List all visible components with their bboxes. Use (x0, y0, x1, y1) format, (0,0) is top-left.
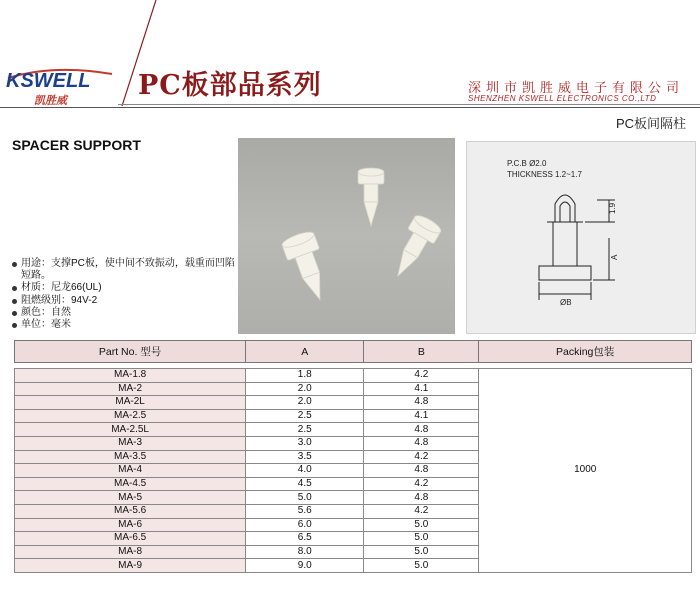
cell-part-no: MA-5 (15, 491, 246, 505)
cell-part-no: MA-2.5L (15, 423, 246, 437)
cell-b: 4.2 (364, 504, 479, 518)
cell-b: 4.8 (364, 436, 479, 450)
section-title: SPACER SUPPORT (12, 137, 141, 153)
cell-part-no: MA-2 (15, 382, 246, 396)
cell-a: 2.0 (246, 396, 364, 410)
cell-packing: 1000 (479, 369, 692, 573)
spacer-dimension-diagram (467, 142, 695, 333)
bullet-icon (12, 262, 17, 267)
cell-part-no: MA-2.5 (15, 409, 246, 423)
cell-b: 4.2 (364, 369, 479, 383)
drawing-dim-1-9: 1.9 (608, 202, 617, 214)
drawing-dim-a: A (610, 254, 619, 260)
cell-b: 5.0 (364, 532, 479, 546)
header-divider (0, 107, 700, 108)
technical-drawing (466, 141, 696, 334)
company-name-cn: 深圳市凯胜威电子有限公司 (468, 80, 685, 95)
cell-part-no: MA-4 (15, 464, 246, 478)
drawing-dim-b: ØB (560, 298, 572, 307)
spacer-photo-illustration (238, 138, 455, 334)
header-b: B (364, 341, 479, 363)
cell-part-no: MA-6.5 (15, 532, 246, 546)
header-divider-thin (118, 104, 700, 105)
header-a: A (246, 341, 364, 363)
cell-a: 9.0 (246, 559, 364, 573)
cell-b: 4.2 (364, 477, 479, 491)
cell-a: 6.0 (246, 518, 364, 532)
cell-part-no: MA-2L (15, 396, 246, 410)
spec-table-grid (14, 340, 692, 573)
logo-brand: KSWELL (6, 70, 91, 92)
spec-usage: 用途：支撑PC板，使中间不致振动，载重而凹陷短路。 (12, 258, 240, 282)
cell-part-no: MA-8 (15, 545, 246, 559)
drawing-thickness-label: THICKNESS 1.2~1.7 (507, 170, 582, 179)
cell-a: 2.0 (246, 382, 364, 396)
bullet-icon (12, 286, 17, 291)
drawing-pcb-label: P.C.B Ø2.0 (507, 159, 547, 168)
cell-part-no: MA-9 (15, 559, 246, 573)
cell-b: 5.0 (364, 545, 479, 559)
page-subtitle: PC板间隔柱 (615, 116, 686, 131)
header-part-no: Part No. 型号 (15, 341, 246, 363)
spec-color: 颜色：自然 (12, 307, 240, 319)
logo-sub: 凯胜威 (34, 95, 67, 107)
spec-table (14, 340, 692, 573)
cell-b: 5.0 (364, 518, 479, 532)
cell-part-no: MA-4.5 (15, 477, 246, 491)
cell-a: 4.5 (246, 477, 364, 491)
cell-a: 8.0 (246, 545, 364, 559)
cell-a: 4.0 (246, 464, 364, 478)
cell-b: 4.8 (364, 464, 479, 478)
cell-part-no: MA-5.6 (15, 504, 246, 518)
series-title: PC板部品系列 (138, 70, 322, 101)
cell-b: 4.8 (364, 423, 479, 437)
table-header-row (15, 341, 692, 363)
cell-part-no: MA-3.5 (15, 450, 246, 464)
cell-part-no: MA-1.8 (15, 369, 246, 383)
cell-a: 5.0 (246, 491, 364, 505)
cell-a: 3.0 (246, 436, 364, 450)
header-packing: Packing包装 (479, 341, 692, 363)
bullet-icon (12, 311, 17, 316)
cell-b: 4.1 (364, 409, 479, 423)
cell-b: 4.2 (364, 450, 479, 464)
cell-part-no: MA-3 (15, 436, 246, 450)
bullet-icon (12, 323, 17, 328)
cell-b: 4.1 (364, 382, 479, 396)
cell-b: 4.8 (364, 396, 479, 410)
specs-list (12, 258, 240, 331)
cell-a: 5.6 (246, 504, 364, 518)
table-body (15, 363, 692, 573)
cell-a: 3.5 (246, 450, 364, 464)
table-row (15, 369, 692, 383)
spec-material: 材质：尼龙66(UL) (12, 282, 240, 294)
bullet-icon (12, 299, 17, 304)
cell-b: 5.0 (364, 559, 479, 573)
cell-b: 4.8 (364, 491, 479, 505)
cell-a: 2.5 (246, 423, 364, 437)
cell-a: 2.5 (246, 409, 364, 423)
spec-flame-rating: 阻燃级别：94V-2 (12, 295, 240, 307)
product-photo (238, 138, 455, 334)
company-name-en: SHENZHEN KSWELL ELECTRONICS CO.,LTD (468, 94, 657, 103)
cell-part-no: MA-6 (15, 518, 246, 532)
spec-unit: 单位：毫米 (12, 319, 240, 331)
cell-a: 6.5 (246, 532, 364, 546)
cell-a: 1.8 (246, 369, 364, 383)
